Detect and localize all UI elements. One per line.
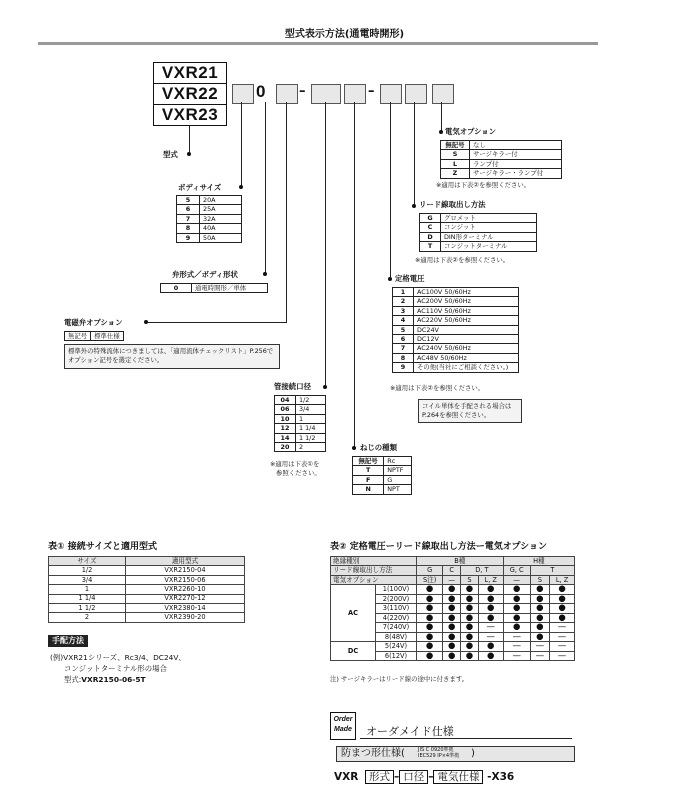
table-row: N NPT <box>353 485 412 494</box>
order-line-1: (例)VXR21シリーズ、Rc3/4、DC24V、 <box>50 653 186 662</box>
table2-h-insulation: 絶縁種別 <box>331 557 417 566</box>
table-row: 1 AC100V 50/60Hz <box>393 288 519 297</box>
body-size-table <box>176 195 242 243</box>
table-row: 12 1 1/4 <box>275 424 326 433</box>
label-valve-option: 電磁弁オプション <box>64 318 123 327</box>
table-row: 6 DC12V <box>393 334 519 343</box>
page-title: 型式表示方法(通電時開形) <box>284 29 405 40</box>
table-row: L ランプ付 <box>441 159 562 168</box>
table2-note: 注) サージキラーはリード線の途中に付きます。 <box>330 675 469 683</box>
made-to-order-spec-box <box>336 746 575 762</box>
table2-h-b: B種 <box>417 557 504 566</box>
dash-2: – <box>368 84 375 99</box>
table-row: 5 DC24V <box>393 325 519 334</box>
table1-header-size: サイズ <box>49 557 126 566</box>
table-row: 7 AC240V 50/60Hz <box>393 344 519 353</box>
table2-title: 表② 定格電圧ーリード線取出し方法ー電気オプション <box>330 542 547 552</box>
title-rule <box>38 42 598 45</box>
valve-option-slot <box>276 84 298 104</box>
table-row: 9 50A <box>177 233 242 242</box>
table-row: 06 3/4 <box>275 405 326 414</box>
port-size-note-2: 参照ください。 <box>276 469 321 477</box>
order-made-badge <box>330 712 356 740</box>
table1-title: 表① 接続サイズと適用型式 <box>48 542 158 552</box>
code-dash-2: – <box>428 771 434 783</box>
table-row: 4(220V) ● ● ● ● ● ● ● <box>331 613 575 623</box>
elec-option-slot <box>432 84 454 104</box>
table1 <box>48 556 245 623</box>
port-size-note-1: ※適用は下表①を <box>270 460 320 468</box>
table-row: 04 1/2 <box>275 396 326 405</box>
body-size-slot <box>232 84 254 104</box>
made-to-order-code <box>334 770 514 784</box>
order-line-3 <box>64 676 146 683</box>
label-elec-option: 電気オプション <box>445 127 497 136</box>
made-to-order-spec: 防まつ形仕様( <box>341 748 405 759</box>
lead-slot <box>405 84 427 104</box>
fixed-zero: 0 <box>256 82 266 101</box>
table-row: 14 1 1/2 <box>275 433 326 442</box>
order-badge: 手配方法 <box>48 635 88 647</box>
table-row: 3 AC110V 50/60Hz <box>393 306 519 315</box>
table-row: 1 VXR2260-10 <box>49 585 245 594</box>
lead-table <box>419 213 537 252</box>
elec-option-note: ※適用は下表②を参照ください。 <box>436 181 531 189</box>
made-to-order-std-1: JIS C 0920準拠 <box>418 747 454 753</box>
model-vxr23: VXR23 <box>153 104 227 126</box>
table-row: Z サージキラー・ランプ付 <box>441 169 562 178</box>
table2-h-elec: 電気オプション <box>331 575 417 584</box>
table-row: 8(48V) ● ● ● — — ● — <box>331 632 575 642</box>
label-port-size: 管接続口径 <box>274 382 311 391</box>
label-thread: ねじの種類 <box>360 443 397 452</box>
table-row: 無記号 標準仕様 <box>65 332 124 341</box>
code-part-port: 口径 <box>399 770 428 784</box>
made-to-order-rule <box>360 738 572 739</box>
table-row: 7 32A <box>177 214 242 223</box>
label-lead: リード線取出し方法 <box>419 200 486 209</box>
table-row: 10 1 <box>275 414 326 423</box>
table-row: 無記号 Rc <box>353 457 412 466</box>
table-row: 6(12V) ● ● ● ● — — — <box>331 651 575 661</box>
code-dash-1: – <box>393 771 400 783</box>
label-voltage: 定格電圧 <box>395 274 425 283</box>
table-row: C コンジット <box>420 223 537 232</box>
order-made-badge-line-1: Order <box>333 716 353 723</box>
table-row: 9 その他(当社にご相談ください。) <box>393 363 519 372</box>
table-row: AC 1(100V) ● ● ● ● ● ● ● <box>331 585 575 595</box>
table-row: 6 25A <box>177 205 242 214</box>
table-row: 1 1/4 VXR2270-12 <box>49 594 245 603</box>
code-part-elec: 電気仕様 <box>433 770 483 784</box>
table-row: 4 AC220V 50/60Hz <box>393 316 519 325</box>
valve-type-table <box>160 283 268 293</box>
lead-note: ※適用は下表②を参照ください。 <box>415 256 510 264</box>
table2-group-dc: DC <box>331 642 376 661</box>
table-row: T コンジットターミナル <box>420 242 537 251</box>
table-row: 5 20A <box>177 196 242 205</box>
table-row: 1 1/2 VXR2380-14 <box>49 603 245 612</box>
table-row: 20 2 <box>275 442 326 451</box>
table-row: 8 AC48V 50/60Hz <box>393 353 519 362</box>
made-to-order-std-2: IEC529 IP×4準拠 <box>418 753 460 759</box>
table2-group-ac: AC <box>331 585 376 642</box>
order-model-label: 型式: <box>64 675 82 684</box>
thread-slot <box>344 84 366 104</box>
coil-note: コイル単体を手配される場合は P.264を参照ください。 <box>418 399 522 423</box>
port-size-slot <box>311 84 341 104</box>
table-row: 8 40A <box>177 224 242 233</box>
table-row: T NPTF <box>353 466 412 475</box>
label-valve-type: 弁形式／ボディ形状 <box>172 270 238 279</box>
valve-option-table <box>64 331 124 341</box>
code-prefix: VXR <box>334 771 359 783</box>
order-made-badge-line-2: Made <box>334 726 352 733</box>
table-row: 3(110V) ● ● ● ● ● ● ● <box>331 604 575 614</box>
table-row: 3/4 VXR2150-06 <box>49 575 245 584</box>
thread-table <box>352 456 412 495</box>
dash-1: – <box>299 84 306 99</box>
order-model: VXR2150-06-5T <box>81 675 146 684</box>
order-line-2: コンジットターミナル形の場合 <box>64 664 167 673</box>
model-vxr22: VXR22 <box>153 83 227 105</box>
voltage-note: ※適用は下表②を参照ください。 <box>390 384 485 392</box>
model-vxr21: VXR21 <box>153 62 227 84</box>
made-to-order-title: オーダメイド仕様 <box>366 725 454 738</box>
table-row: 無記号 なし <box>441 141 562 150</box>
voltage-table <box>392 287 519 373</box>
table-row: D DIN形ターミナル <box>420 232 537 241</box>
table2: 絶縁種別 B種 H種 リード線取出し方法 G C D, T G, C T 電気オプション S注) — S L, Z — S L, Z AC 1(100V) ● ● ● ● ● ● ● 2(200V) ● ● ● ● ● ● ● 3(110V) ● ● ● ● ● ● ● 4(220V) ● ● ● ● ● ● ● 7(240V) ● ● ● — ● ● — 8(48V) ● ● ● — — ● — DC 5(24V) ● ● ● ● — — — 6(12V) ● ● ● ● — — — <box>330 556 575 661</box>
made-to-order-spec-end: ) <box>471 748 475 759</box>
table2-h-lead: リード線取出し方法 <box>331 566 417 575</box>
valve-option-note: 標準外の特殊流体につきましては、「適用流体チェックリスト」P.256でオプション記号を選定ください。 <box>64 344 280 369</box>
table-row: 0 通電時開形／単体 <box>161 284 268 293</box>
table-row: 2 VXR2390-20 <box>49 613 245 622</box>
table-row: 7(240V) ● ● ● — ● ● — <box>331 623 575 633</box>
elec-option-table <box>440 140 562 179</box>
table-row: S サージキラー付 <box>441 150 562 159</box>
code-part-model: 形式 <box>365 770 394 784</box>
table-row: F G <box>353 475 412 484</box>
table-row: DC 5(24V) ● ● ● ● — — — <box>331 642 575 652</box>
port-size-table <box>274 395 326 452</box>
label-body-size: ボディサイズ <box>178 183 222 192</box>
table-row: G グロメット <box>420 214 537 223</box>
voltage-slot <box>380 84 402 104</box>
table1-header-model: 適用型式 <box>126 557 245 566</box>
table-row: 1/2 VXR2150-04 <box>49 566 245 575</box>
table2-h-h: H種 <box>503 557 574 566</box>
table-row: 2 AC200V 50/60Hz <box>393 297 519 306</box>
table-row: 2(200V) ● ● ● ● ● ● ● <box>331 594 575 604</box>
code-suffix: -X36 <box>487 771 515 783</box>
label-model: 型式 <box>163 150 178 159</box>
